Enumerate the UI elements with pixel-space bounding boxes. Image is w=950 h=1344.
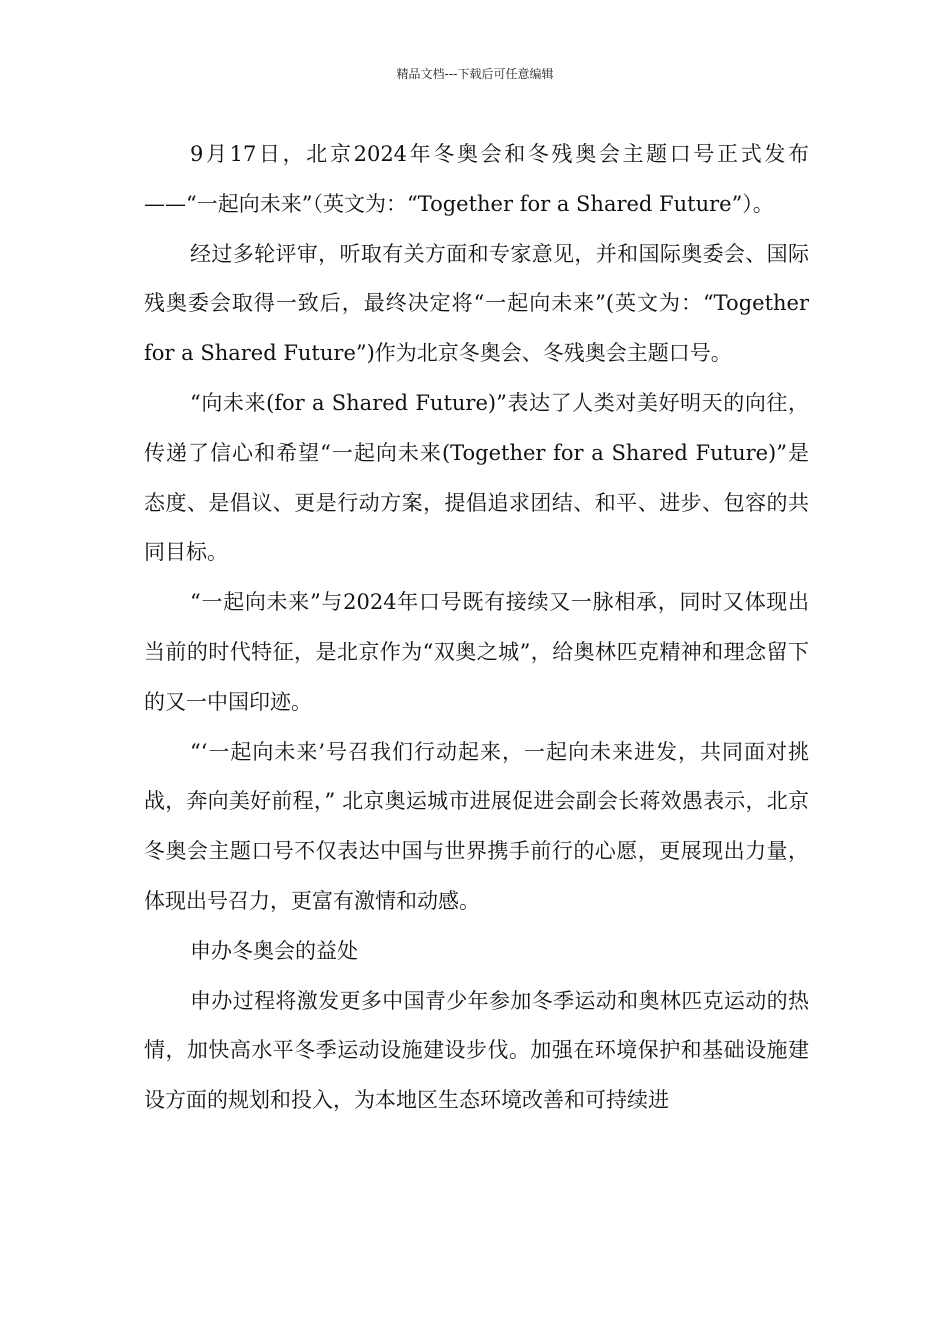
paragraph-slogan-decision: 经过多轮评审，听取有关方面和专家意见，并和国际奥委会、国际残奥委会取得一致后，最终决定将“一起向未来”(英文为：“Together for a Shared Future”)作为北京冬奥会、冬残奥会主题口号。: [144, 241, 809, 366]
paragraph-slogan-meaning: “向未来(for a Shared Future)”表达了人类对美好明天的向往，传递了信心和希望“一起向未来(Together for a Shared Future)”是态度、是倡议、更是行动方案，提倡追求团结、和平、进步、包容的共同目标。: [144, 390, 809, 565]
section-heading: 申办冬奥会的益处: [190, 938, 358, 963]
paragraph-quote: “‘一起向未来’号召我们行动起来，一起向未来进发，共同面对挑战，奔向美好前程，” 北京奥运城市进展促进会副会长蒋效愚表示，北京冬奥会主题口号不仅表达中国与世界携手前行的心愿，更展现出力量，体现出号召力，更富有激情和动感。: [144, 739, 809, 913]
page-header: 精品文档---下载后可任意编辑: [396, 67, 554, 81]
paragraph-slogan-release: 9月17日，北京2024年冬奥会和冬残奥会主题口号正式发布——“一起向未来”（英文为：“Together for a Shared Future”）。: [144, 142, 809, 216]
paragraph-benefits: 申办过程将激发更多中国青少年参加冬季运动和奥林匹克运动的热情，加快高水平冬季运动设施建设步伐。加强在环境保护和基础设施建设方面的规划和投入，为本地区生态环境改善和可持续进: [144, 988, 809, 1113]
document-body: [144, 130, 809, 1126]
paragraph-slogan-continuity: “一起向未来”与2024年口号既有接续又一脉相承，同时又体现出当前的时代特征，是北京作为“双奥之城”，给奥林匹克精神和理念留下的又一中国印迹。: [144, 590, 809, 714]
